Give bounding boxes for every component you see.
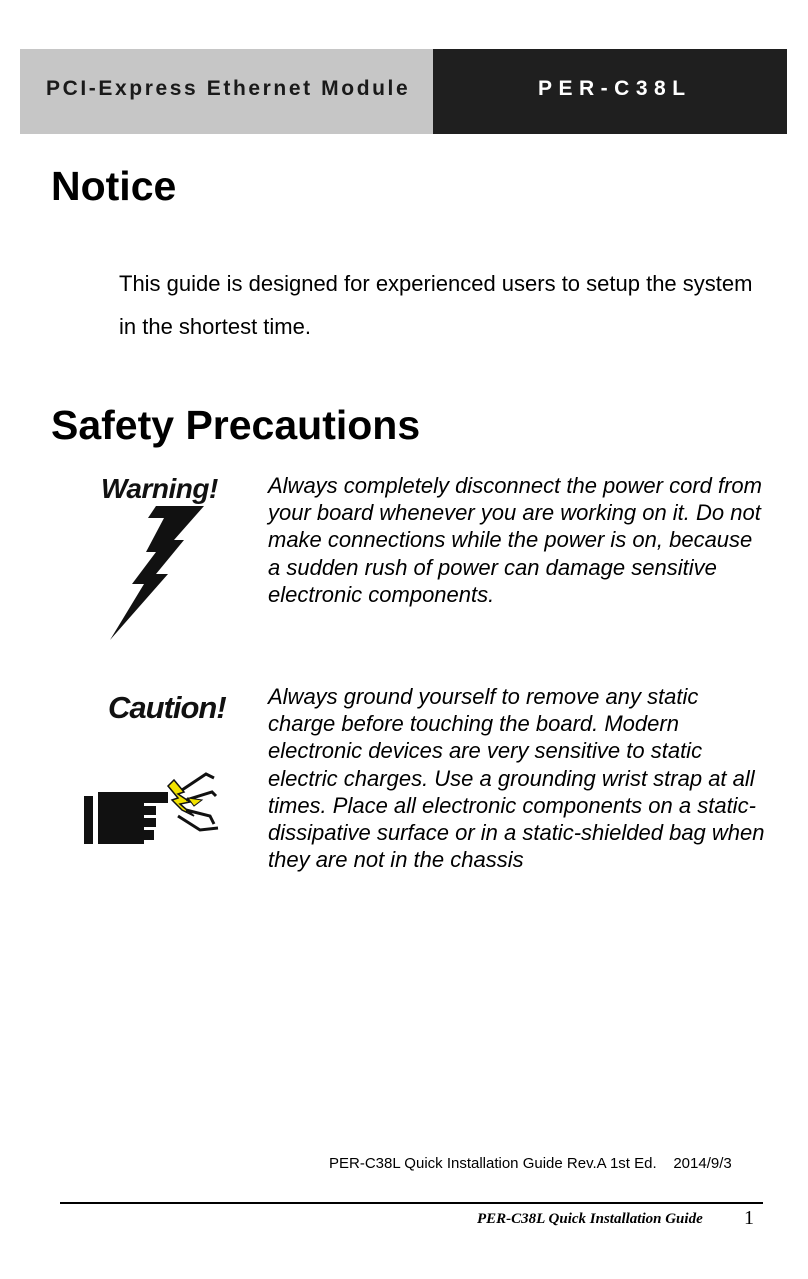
lightning-bolt-icon: [108, 506, 204, 642]
header-model-bar: [433, 49, 787, 134]
footer-guide-title: PER-C38L Quick Installation Guide: [477, 1211, 703, 1227]
page-number: 1: [744, 1207, 754, 1229]
caution-label: Caution!: [108, 690, 226, 725]
pointing-hand-static-icon: [82, 770, 222, 846]
caution-text: Always ground yourself to remove any static charge before touching the board. Modern electronic devices are very sensitive to static electric charges. Use a grounding wrist strap at all times. Place all electronic components on a static-dissipative surface or in a static-shielded bag when they are not in the chassis: [268, 684, 765, 873]
document-reference: [329, 1155, 732, 1172]
header-module-title-bar: [20, 49, 433, 134]
warning-label: Warning!: [101, 473, 218, 504]
doc-ref-text: PER-C38L Quick Installation Guide Rev.A 1st Ed.: [329, 1155, 657, 1172]
doc-date: 2014/9/3: [673, 1155, 732, 1172]
notice-heading: Notice: [51, 163, 177, 209]
model-name: PER-C38L: [538, 77, 692, 100]
warning-text: Always completely disconnect the power cord from your board whenever you are working on it. Do not make connections while the power is on, because a sudden rush of power can damage sensitive electronic components.: [268, 473, 762, 607]
notice-body: This guide is designed for experienced users to setup the system in the shortest time.: [119, 271, 753, 339]
safety-heading: Safety Precautions: [51, 402, 421, 448]
footer-divider: [60, 1202, 763, 1204]
module-title: PCI-Express Ethernet Module: [46, 77, 411, 100]
